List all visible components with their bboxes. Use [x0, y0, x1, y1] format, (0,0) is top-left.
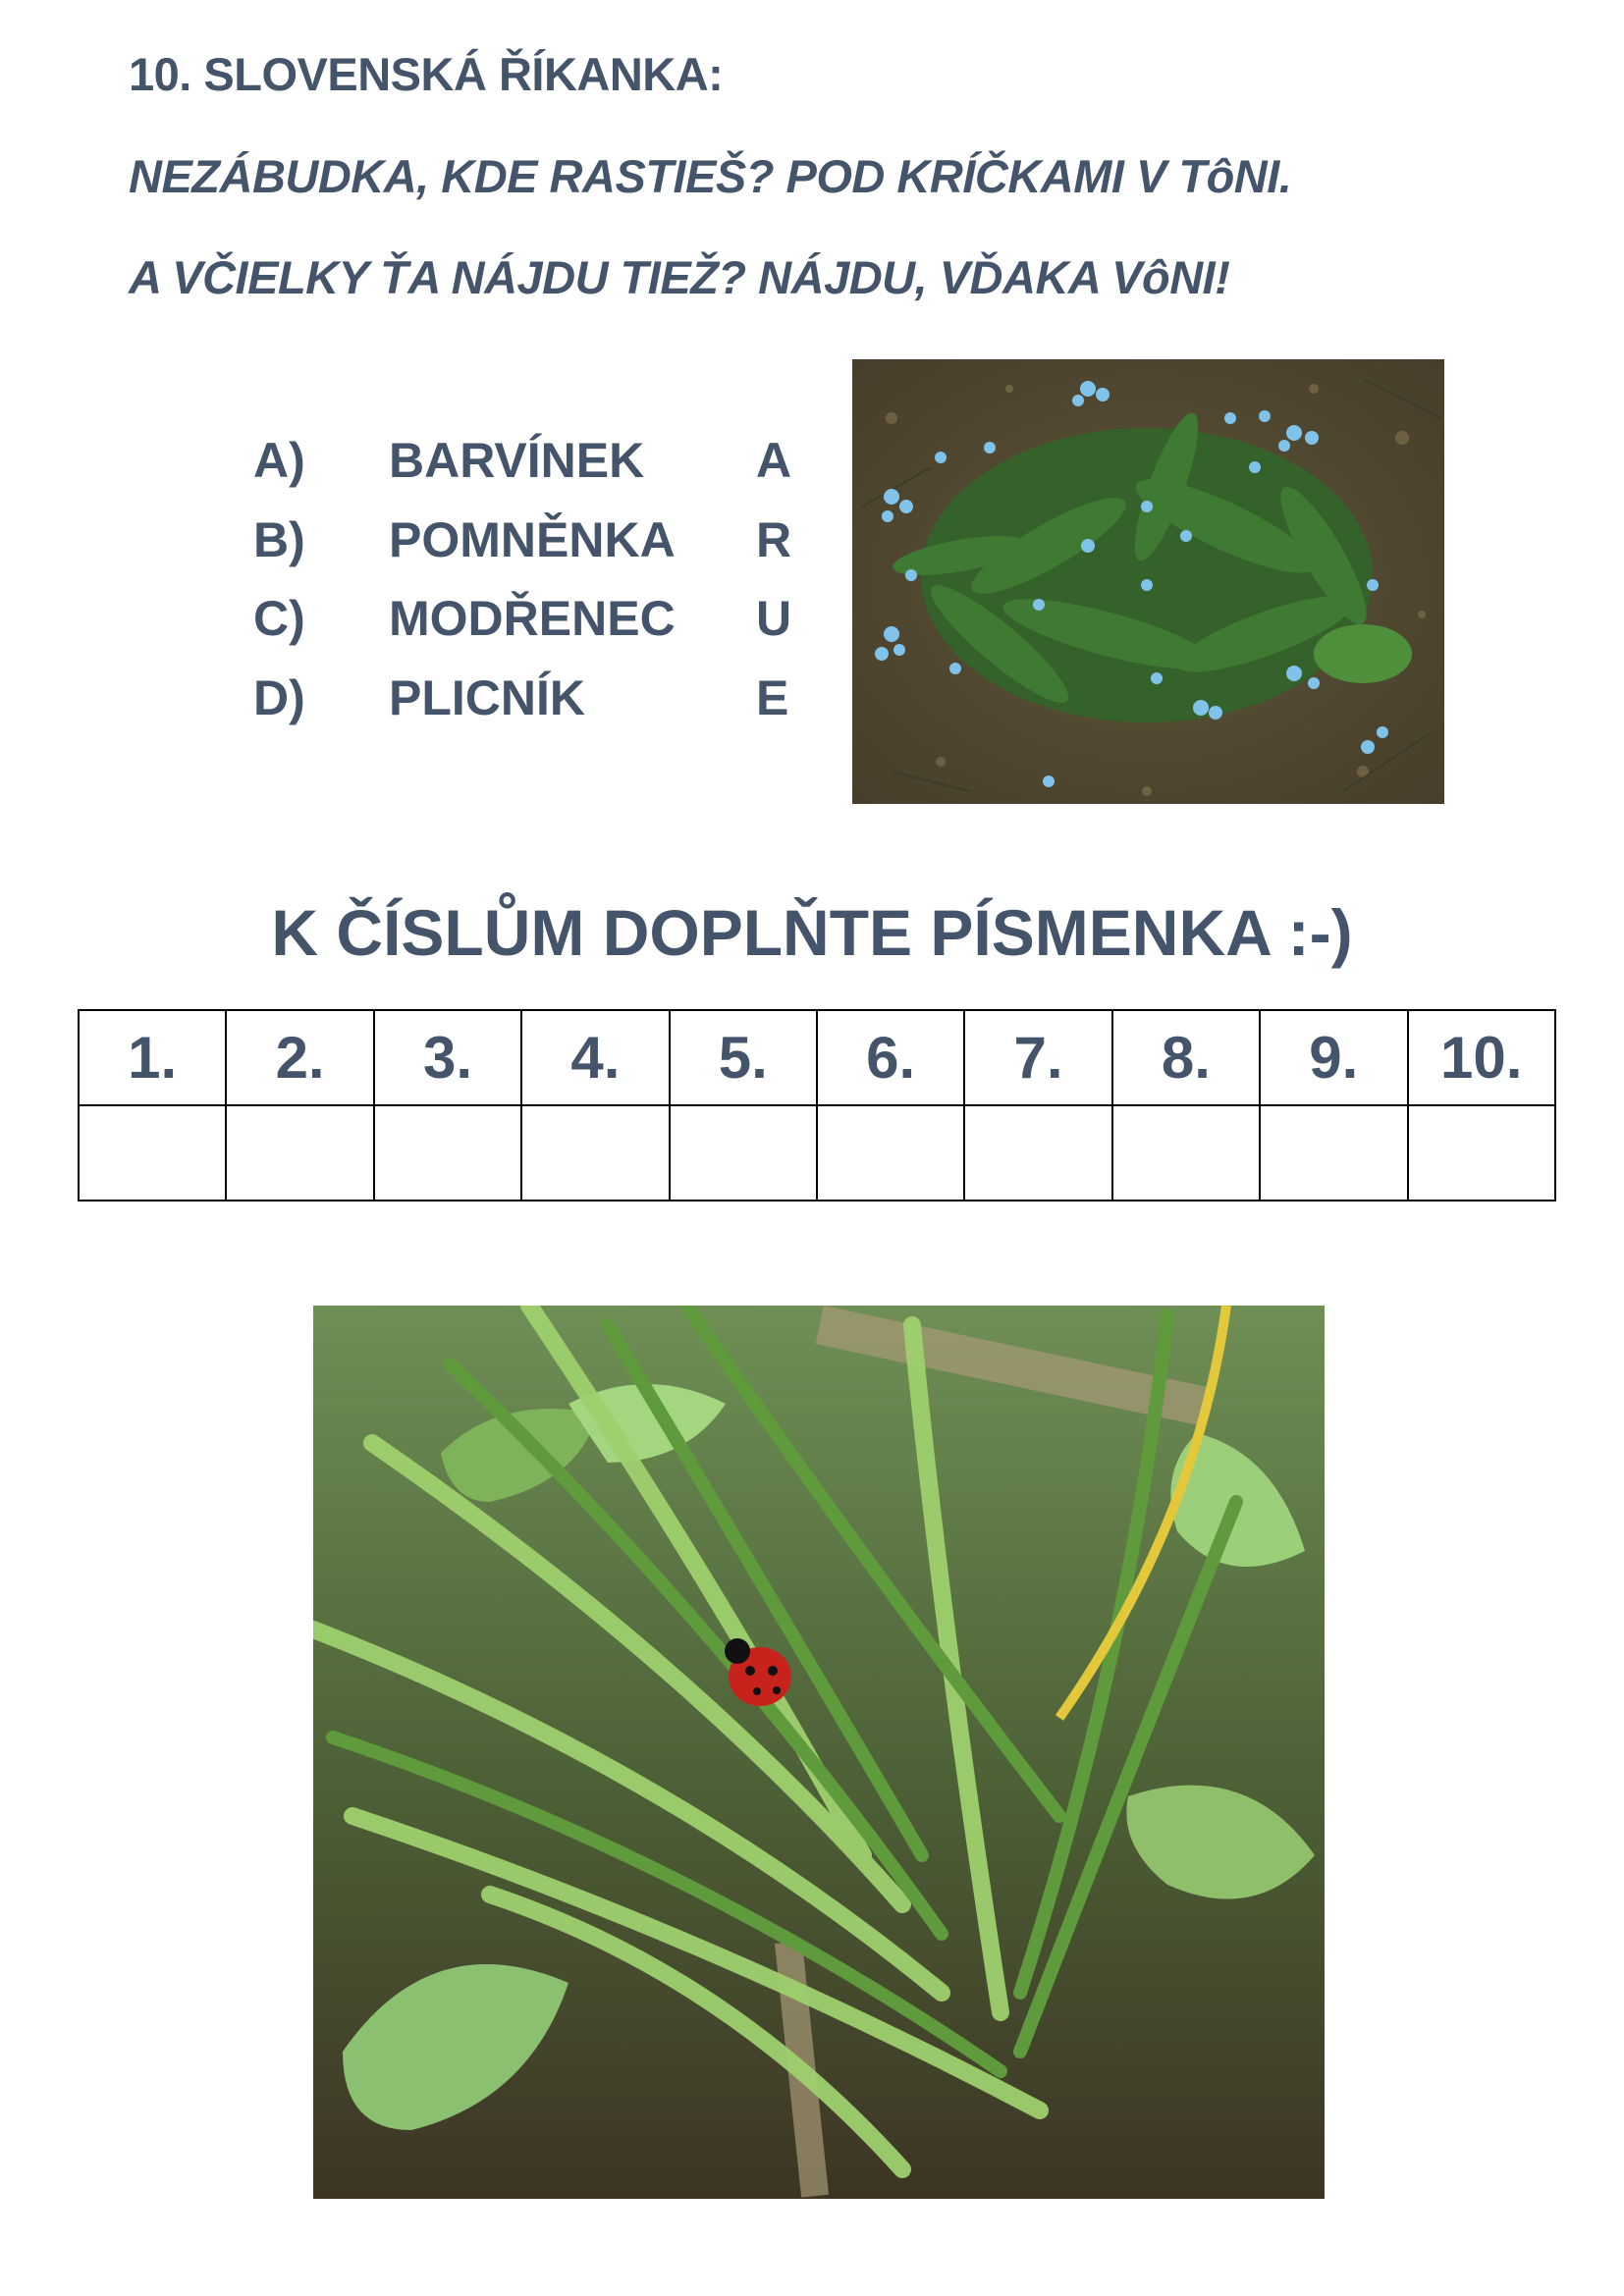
- verse-line-1: NEZÁBUDKA, KDE RASTIEŠ? POD KRÍČKAMI V TôNI.: [129, 150, 1292, 202]
- table-answer-row: [79, 1105, 1555, 1201]
- forget-me-not-photo: [852, 359, 1444, 804]
- option-a-code: A: [756, 433, 792, 488]
- answer-cell-3[interactable]: [374, 1105, 521, 1201]
- answer-cell-8[interactable]: [1112, 1105, 1260, 1201]
- answer-cell-7[interactable]: [964, 1105, 1111, 1201]
- table-number-cell: 2.: [226, 1010, 373, 1105]
- table-number-cell: 9.: [1260, 1010, 1407, 1105]
- option-d-name: PLICNÍK: [389, 670, 585, 725]
- answer-cell-4[interactable]: [521, 1105, 669, 1201]
- answer-cell-10[interactable]: [1408, 1105, 1555, 1201]
- option-b-code: R: [756, 512, 792, 567]
- table-number-cell: 8.: [1112, 1010, 1260, 1105]
- answer-table: [78, 1009, 1556, 1201]
- option-b-name: POMNĚNKA: [389, 512, 676, 567]
- table-number-cell: 7.: [964, 1010, 1111, 1105]
- ladybug-photo: [313, 1306, 1325, 2199]
- answer-cell-1[interactable]: [79, 1105, 226, 1201]
- table-number-cell: 5.: [670, 1010, 817, 1105]
- option-a-name: BARVÍNEK: [389, 433, 645, 488]
- option-c-name: MODŘENEC: [389, 591, 676, 646]
- table-header-row: [79, 1010, 1555, 1105]
- option-d-code: E: [756, 670, 789, 725]
- verse-line-2: A VČIELKY ŤA NÁJDU TIEŽ? NÁJDU, VĎAKA VôNI!: [129, 251, 1230, 303]
- exercise-heading: 10. SLOVENSKÁ ŘÍKANKA:: [129, 48, 724, 100]
- table-number-cell: 1.: [79, 1010, 226, 1105]
- table-number-cell: 4.: [521, 1010, 669, 1105]
- table-number-cell: 6.: [817, 1010, 964, 1105]
- option-a-letter: A): [253, 433, 305, 488]
- table-number-cell: 10.: [1408, 1010, 1555, 1105]
- answer-cell-2[interactable]: [226, 1105, 373, 1201]
- option-c-code: U: [756, 591, 792, 646]
- option-c-letter: C): [253, 591, 305, 646]
- option-d-letter: D): [253, 670, 305, 725]
- option-b-letter: B): [253, 512, 305, 567]
- answer-cell-5[interactable]: [670, 1105, 817, 1201]
- answer-cell-6[interactable]: [817, 1105, 964, 1201]
- instruction-title: K ČÍSLŮM DOPLŇTE PÍSMENKA :-): [271, 896, 1353, 969]
- table-number-cell: 3.: [374, 1010, 521, 1105]
- answer-cell-9[interactable]: [1260, 1105, 1407, 1201]
